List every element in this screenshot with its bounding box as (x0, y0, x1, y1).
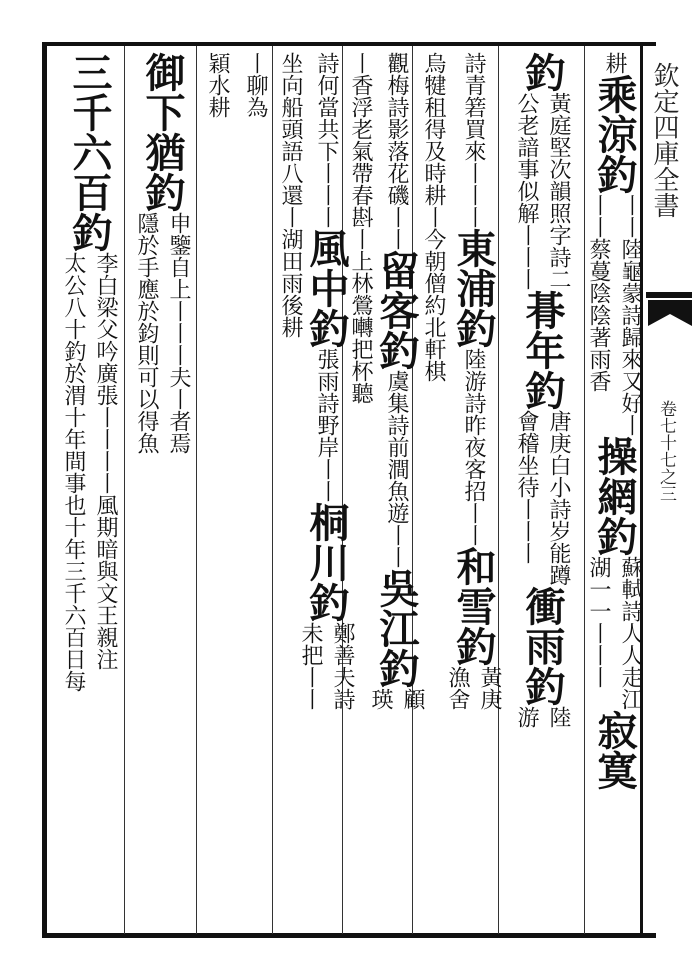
entry-text: 耕 (602, 52, 627, 74)
entry-text: 烏犍租得及時耕 (421, 52, 446, 206)
annotation-pair (583, 556, 645, 710)
margin-book-title: 欽定四庫全書 (649, 62, 679, 218)
column-content (56, 52, 122, 692)
annotation-left: 瑛 (368, 688, 393, 710)
entry-heading: 乘涼釣 (591, 74, 638, 194)
column-content (276, 52, 304, 338)
annotation-left: 隱於手應於鈞則可以得魚 (134, 212, 159, 454)
text-column-12 (56, 52, 122, 928)
annotation-right: 鄭善夫詩 (330, 622, 355, 710)
annotation-right: 黃庚 (477, 666, 502, 710)
entry-text: 陸游詩昨夜客招丨丨 (461, 348, 486, 546)
annotation-left: 湖一一丨丨丨 (586, 556, 611, 688)
text-column-1 (586, 52, 643, 928)
entry-heading: 釣 (519, 52, 566, 92)
column-content (445, 52, 502, 710)
annotation-left: 丨丨蔡蔓陰陰著雨香 (586, 194, 611, 392)
entry-text: 虞集詩前澗魚遊丨丨 (384, 370, 409, 568)
annotation-pair (295, 622, 357, 710)
column-rule (498, 46, 499, 934)
entry-heading: 風中釣 (303, 228, 350, 348)
annotation-right: 黃庭堅次韻照字詩二 (546, 92, 571, 290)
text-column-2 (502, 52, 582, 928)
annotation-pair (58, 252, 120, 692)
entry-heading: 寂寞 (591, 710, 638, 790)
fishtail-mark (646, 292, 692, 328)
annotation-right: 陸 (546, 706, 571, 728)
column-rule (584, 46, 585, 934)
annotation-right: 蘇軾詩人人走江 (618, 556, 643, 710)
annotation-left: 會稽坐待丨丨丨 (514, 410, 539, 564)
text-column-7 (298, 52, 355, 928)
column-rule (272, 46, 273, 934)
entry-text: 坐向船頭語八還 (278, 52, 303, 206)
annotation-right: 顧 (400, 688, 425, 710)
text-column-5 (368, 52, 425, 928)
entry-heading: 桐川釣 (303, 502, 350, 622)
column-content (130, 52, 194, 454)
entry-text: 丨今朝僧約北軒棋 (421, 206, 446, 382)
annotation-pair (365, 688, 427, 710)
entry-text: 詩何當共下丨丨丨 (314, 52, 339, 228)
annotation-right: 申鑒自上丨丨丨夫丨者焉 (166, 212, 191, 454)
annotation-pair (511, 92, 573, 290)
entry-heading: 留客釣 (373, 250, 420, 370)
entry-heading: 衝雨釣 (519, 586, 566, 706)
annotation-left: 游 (514, 706, 539, 728)
margin-volume-label: 卷七十七之三 (656, 400, 676, 502)
column-content (298, 52, 355, 710)
entry-text: 穎水耕 (205, 52, 230, 118)
text-column-9 (240, 52, 270, 928)
annotation-right: 丨丨陸龜蒙詩歸來又好丨 (618, 194, 643, 436)
column-content (502, 52, 582, 728)
entry-text: 丨香浮老氣帶春斟 (348, 52, 373, 228)
entry-text: 丨湖田雨後耕 (278, 206, 303, 338)
annotation-pair (511, 410, 573, 586)
entry-heading: 朞年釣 (519, 290, 566, 410)
annotation-left: 太公八十釣於渭十年間事也十年三千六百日每 (61, 252, 86, 692)
entry-text: 丨上林鶯囀把杯聽 (348, 228, 373, 404)
entry-text: 觀梅詩影落花磯丨丨 (384, 52, 409, 250)
column-content (346, 52, 374, 404)
entry-heading: 操網釣 (591, 436, 638, 556)
column-content (202, 52, 232, 118)
column-content (240, 52, 270, 118)
column-content (586, 52, 643, 790)
entry-heading: 吳江釣 (373, 568, 420, 688)
entry-heading: 和雪釣 (450, 546, 497, 666)
column-content (418, 52, 448, 382)
annotation-right: 李白梁父吟廣張丨丨丨丨風期暗與文王親注 (93, 252, 118, 670)
text-column-3 (445, 52, 502, 928)
annotation-left: 漁舍 (445, 666, 470, 710)
entry-heading: 御下猶釣 (139, 52, 186, 212)
column-rule (196, 46, 197, 934)
entry-text: 張雨詩野岸丨丨 (314, 348, 339, 502)
entry-text: 丨聊為 (243, 52, 268, 118)
annotation-left: 未把丨丨 (298, 622, 323, 710)
annotation-pair (583, 194, 645, 436)
column-content (368, 52, 425, 710)
text-column-4 (418, 52, 448, 928)
annotation-left: 公老諳事似解丨丨丨 (514, 92, 539, 290)
annotation-right: 唐庚白小詩岁能蹲 (546, 410, 571, 586)
annotation-pair (511, 706, 573, 728)
text-column-11 (130, 52, 194, 928)
annotation-pair (442, 666, 504, 710)
text-column-10 (202, 52, 232, 928)
column-rule (124, 46, 125, 934)
entry-heading: 東浦釣 (450, 228, 497, 348)
text-column-6 (346, 52, 374, 928)
annotation-pair (131, 212, 193, 454)
text-column-8 (276, 52, 304, 928)
entry-heading: 三千六百釣 (66, 52, 113, 252)
entry-text: 詩青箬買來丨丨丨 (461, 52, 486, 228)
